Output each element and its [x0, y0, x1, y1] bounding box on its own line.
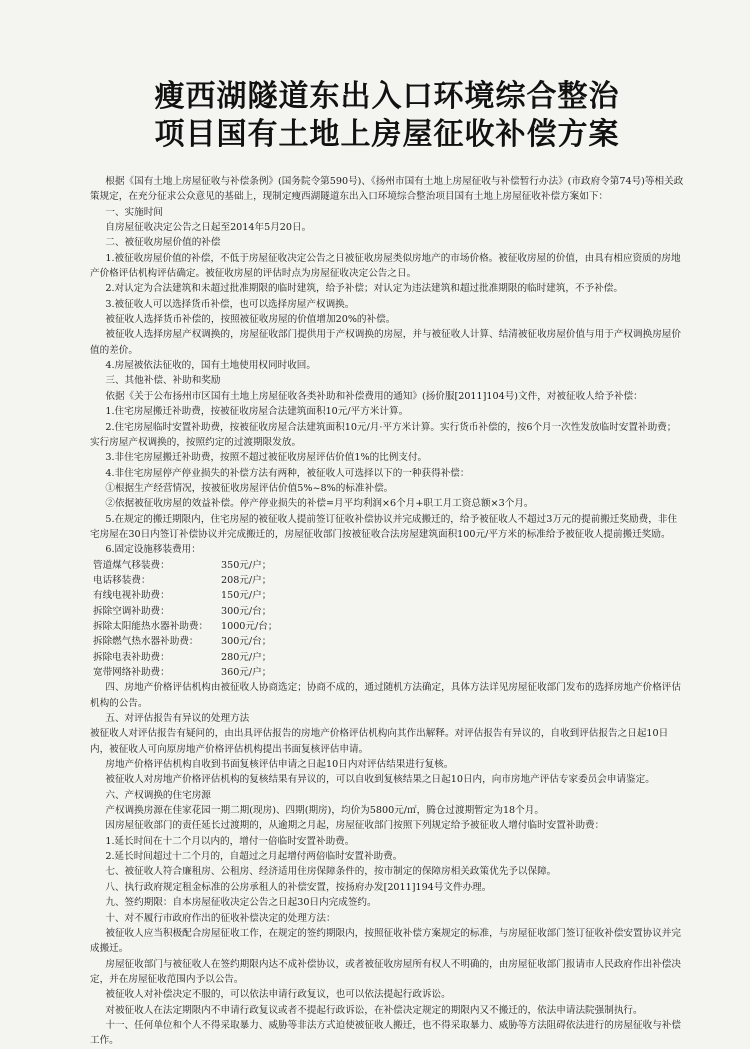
fee-name: 有线电视补助费：: [93, 590, 170, 602]
section-2-paragraph: 被征收人选择货币补偿的，按照被征收房屋的价值增加20%的补偿。: [105, 314, 396, 326]
section-6-paragraph: 因房屋征收部门的责任延长过渡期的，从逾期之月起，房屋征收部门按照下列规定给予被征收人增付临时安置补助费：: [105, 820, 605, 832]
section-10-paragraph: 对被征收人在法定期限内不申请行政复议或者不提起行政诉讼，在补偿决定规定的期限内又不搬迁的，依法申请法院强制执行。: [105, 1004, 643, 1016]
section-3-paragraph: 4.非住宅房屋停产停业损失的补偿方法有两种，被征收人可选择以下的一种获得补偿：: [105, 467, 470, 479]
fee-name: 拆除燃气热水器补助费：: [93, 636, 199, 648]
section-3-paragraph: ①根据生产经营情况，按被征收房屋评估价值5%~8%的标准补偿。: [105, 482, 394, 494]
section-2-paragraph: 被征收人选择房屋产权调换的，房屋征收部门提供用于产权调换的房屋，并与被征收人计算、结清被征收房屋价值与用于产权调换房屋价值的差价。: [90, 329, 681, 356]
section-4-text: 四、房地产价格评估机构由被征收人协商选定；协商不成的，通过随机方法确定，具体方法详见房屋征收部门发布的选择房地产价格评估机构的公告。: [90, 682, 681, 709]
section-10-heading: 十、对不履行市政府作出的征收补偿决定的处理方法：: [105, 912, 336, 924]
title-line-2: 项目国有土地上房屋征收补偿方案: [154, 117, 620, 152]
section-7-text: 七、被征收人符合廉租房、公租房、经济适用住房保障条件的，按市制定的保障房相关政策优先予以保障。: [105, 866, 557, 878]
section-2-paragraph: 4.房屋被依法征收的，国有土地使用权同时收回。: [105, 360, 316, 372]
fee-amount: 300元/台；: [221, 605, 272, 617]
section-6-paragraph: 1.延长时间在十二个月以内的，增付一倍临时安置补助费。: [105, 835, 355, 847]
section-8-text: 八、执行政府规定租金标准的公房承租人的补偿安置，按扬府办发[2011]194号文件办理。: [105, 881, 492, 893]
section-3-heading: 三、其他补偿、补助和奖励: [105, 375, 221, 387]
fee-amount: 300元/台；: [221, 636, 272, 648]
fee-amount: 1000元/台；: [221, 620, 278, 632]
section-10-paragraph: 被征收人应当积极配合房屋征收工作，在规定的签约期限内，按照征收补偿方案规定的标准，与房屋征收部门签订征收补偿安置协议并完成搬迁。: [90, 927, 681, 955]
section-5-paragraph: 被征收人对房地产价格评估机构的复核结果有异议的，可以自收到复核结果之日起10日内，向市房地产评估专家委员会申请鉴定。: [105, 774, 655, 786]
section-3-paragraph: 2.住宅房屋临时安置补助费，按被征收房屋合法建筑面积10元/月·平方米计算。实行货币补偿的，按6个月一次性发放临时安置补助费；实行房屋产权调换的，按照约定的过渡期限发放。: [90, 421, 677, 448]
section-3-paragraph: 1.住宅房屋搬迁补助费，按被征收房屋合法建筑面积10元/平方米计算。: [105, 406, 409, 418]
section-6-paragraph: 产权调换房源在佳家花园一期二期(现房)、四期(期房)，均价为5800元/㎡，腾仓过渡期暂定为18个月。: [105, 805, 544, 817]
section-5-paragraph: 被征收人对评估报告有疑问的，由出具评估报告的房地产价格评估机构向其作出解释。对评估报告有异议的，自收到评估报告之日起10日内，被征收人可向原房地产价格评估机构提出书面复核评估申请。: [90, 728, 669, 755]
section-6-heading: 六、产权调换的住宅房源: [105, 789, 211, 801]
fee-name: 宽带网络补助费：: [93, 667, 170, 678]
fee-name: 管道煤气移装费：: [93, 559, 170, 571]
fee-item: [90, 558, 684, 573]
section-3-paragraph: ②依据被征收房屋的效益补偿。停产停业损失的补偿=月平均利润×6个月+职工月工资总额×3个月。: [105, 498, 534, 510]
fee-item: [90, 665, 684, 680]
fee-amount: 150元/户；: [221, 590, 272, 602]
fee-item: [90, 604, 684, 619]
fee-item: [90, 573, 684, 588]
fee-amount: 280元/户；: [221, 651, 272, 663]
fee-name: 拆除电表补助费：: [93, 651, 170, 663]
section-5-heading: 五、对评估报告有异议的处理方法: [105, 713, 250, 725]
section-3-paragraph: 6.固定设施移装费用：: [105, 544, 201, 556]
section-5-paragraph: 房地产价格评估机构自收到书面复核评估申请之日起10日内对评估结果进行复核。: [105, 759, 454, 771]
intro-paragraph: 根据《国有土地上房屋征收与补偿条例》(国务院令第590号)、《扬州市国有土地上房屋征收与补偿暂行办法》(市政府令第74号)等相关政策规定，在充分征求公众意见的基础上，现制定瘦西湖隧道东出入口环境综合整治项目国有土地上房屋征收补偿方案如下：: [90, 176, 684, 203]
section-11-text: 十一、任何单位和个人不得采取暴力、威胁等非法方式迫使被征收人搬迁，也不得采取暴力、威胁等方法阻碍依法进行的房屋征收与补偿工作。: [90, 1019, 681, 1047]
fee-amount: 208元/户；: [221, 574, 272, 586]
fee-item: [90, 634, 684, 649]
fee-amount: 360元/户；: [221, 667, 272, 678]
section-3-paragraph: 3.非住宅房屋搬迁补助费，按照不超过被征收房屋评估价值1%的比例支付。: [105, 452, 428, 464]
section-10-paragraph: 房屋征收部门与被征收人在签约期限内达不成补偿协议，或者被征收房屋所有权人不明确的，由房屋征收部门报请市人民政府作出补偿决定，并在房屋征收范围内予以公告。: [90, 958, 681, 985]
fee-name: 拆除空调补助费：: [93, 605, 170, 617]
section-9-text: 九、签约期限：自本房屋征收决定公告之日起30日内完成签约。: [105, 897, 377, 909]
fee-list: [90, 558, 684, 681]
section-2-paragraph: 3.被征收人可以选择货币补偿，也可以选择房屋产权调换。: [105, 298, 355, 310]
section-3-paragraph: 依据《关于公布扬州市区国有土地上房屋征收各类补助和补偿费用的通知》(扬价服[2011]104号)文件，对被征收人给予补偿：: [105, 390, 643, 402]
section-6-paragraph: 2.延长时间超过十二个月的，自超过之月起增付两倍临时安置补助费。: [105, 851, 403, 863]
section-2-paragraph: 2.对认定为合法建筑和未超过批准期限的临时建筑，给予补偿；对认定为违法建筑和超过批准期限的临时建筑，不予补偿。: [105, 283, 623, 295]
fee-name: 电话移装费：: [93, 574, 151, 586]
document-body: [90, 174, 684, 1049]
fee-amount: 350元/户；: [221, 559, 272, 571]
section-3-paragraph: 5.在规定的搬迁期限内，住宅房屋的被征收人提前签订征收补偿协议并完成搬迁的，给予被征收人不超过3万元的提前搬迁奖励费，非住宅房屋在30日内签订补偿协议并完成搬迁的，房屋征收部门按被征收合法房屋建筑面积100元/平方米的标准给予被征收人提前搬迁奖励。: [90, 513, 678, 540]
section-2-heading: 二、被征收房屋价值的补偿: [105, 237, 221, 249]
document-title: [90, 78, 684, 154]
fee-item: [90, 619, 684, 634]
section-2-paragraph: 1.被征收房屋价值的补偿，不低于房屋征收决定公告之日被征收房屋类似房地产的市场价格。被征收房屋的价值，由具有相应资质的房地产价格评估机构评估确定。被征收房屋的评估时点为房屋征收决定公告之日。: [90, 252, 681, 280]
section-10-paragraph: 被征收人对补偿决定不服的，可以依法申请行政复议，也可以依法提起行政诉讼。: [105, 989, 451, 1001]
fee-item: [90, 650, 684, 665]
section-1-heading: 一、实施时间: [105, 206, 163, 218]
section-1-text: 自房屋征收决定公告之日起至2014年5月20日。: [105, 222, 312, 234]
title-line-1: 瘦西湖隧道东出入口环境综合整治: [154, 79, 620, 114]
fee-item: [90, 588, 684, 603]
fee-name: 拆除太阳能热水器补助费：: [93, 620, 209, 632]
